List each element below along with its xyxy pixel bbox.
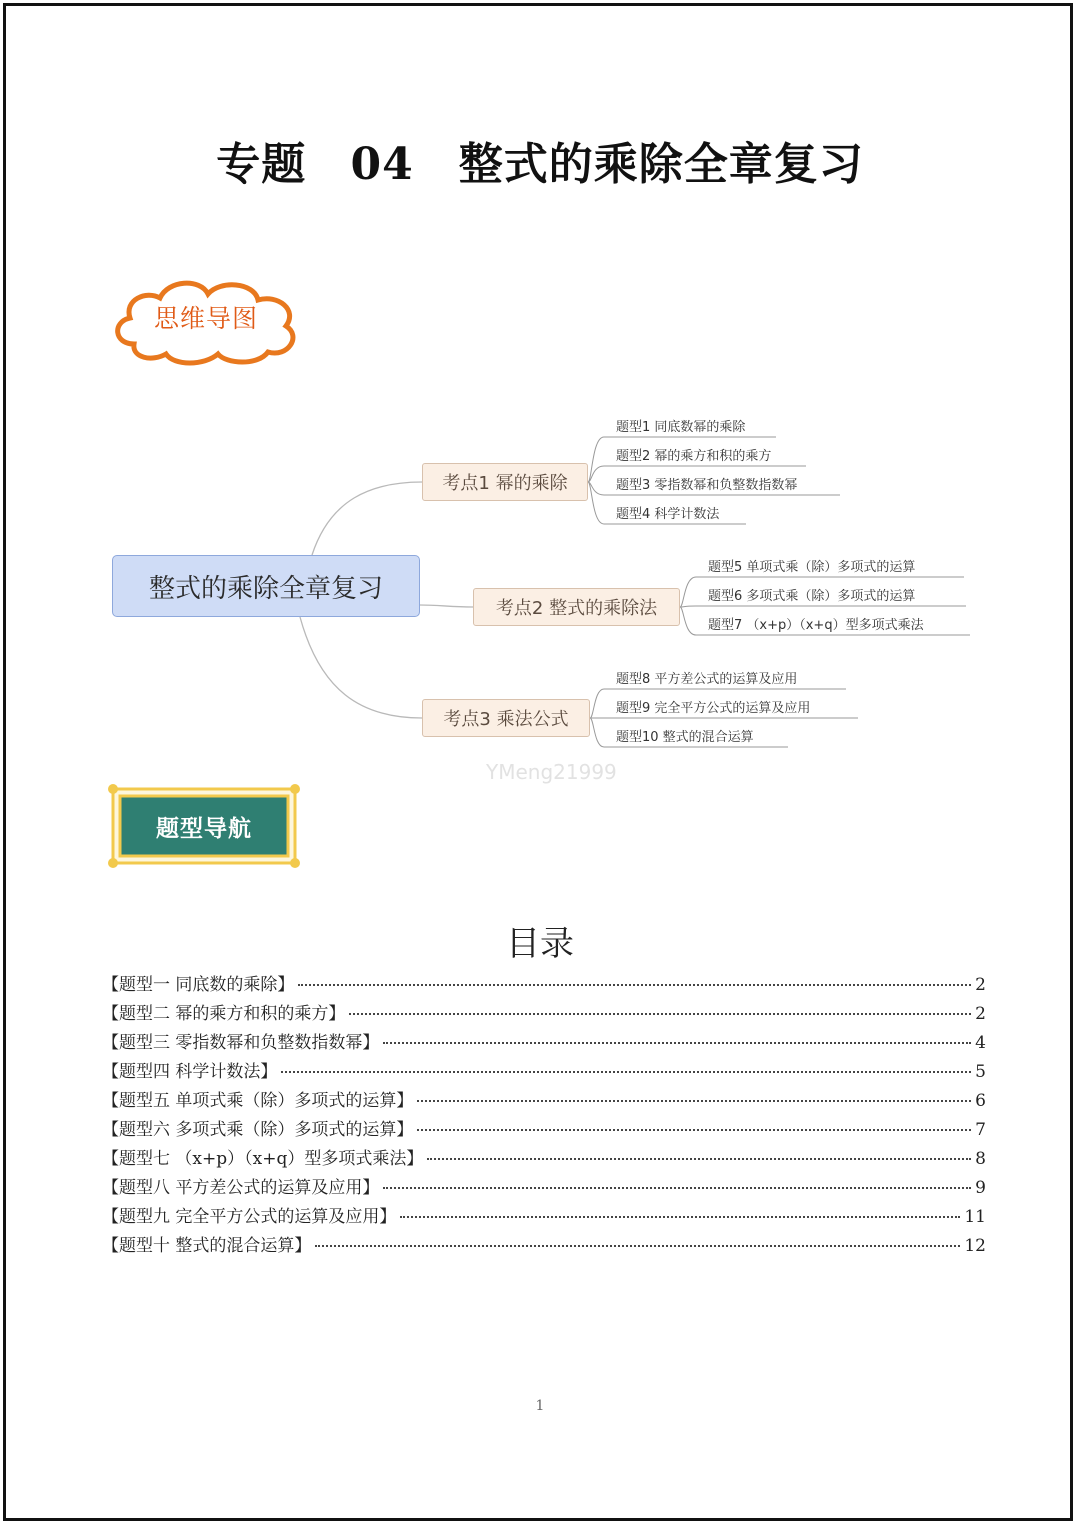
- toc-entry[interactable]: [102, 999, 986, 1028]
- toc-entry-page: 2: [975, 1004, 986, 1024]
- toc-entry-label: 【题型一 同底数的乘除】: [102, 975, 295, 995]
- mindmap-type-leaf: 题型6 多项式乘（除）多项式的运算: [708, 589, 916, 604]
- toc-leader-dots: [400, 1216, 960, 1218]
- toc-leader-dots: [427, 1158, 971, 1160]
- mindmap-type-leaf: 题型7 （x+p）（x+q）型多项式乘法: [708, 618, 924, 633]
- toc-entry-label: 【题型七 （x+p）（x+q）型多项式乘法】: [102, 1149, 424, 1169]
- toc-leader-dots: [281, 1071, 971, 1073]
- toc-entry[interactable]: [102, 1057, 986, 1086]
- toc-entry-page: 6: [975, 1091, 986, 1111]
- mindmap-point-node: 考点1 幂的乘除: [422, 463, 588, 501]
- toc-entry[interactable]: [102, 970, 986, 999]
- toc-leader-dots: [417, 1100, 971, 1102]
- toc-entry[interactable]: [102, 1115, 986, 1144]
- toc-entry-page: 8: [975, 1149, 986, 1169]
- page-number: 1: [535, 1398, 545, 1414]
- toc-entry-page: 2: [975, 975, 986, 995]
- mindmap-type-leaf: 题型4 科学计数法: [616, 507, 720, 522]
- mindmap-root-node: 整式的乘除全章复习: [112, 555, 420, 617]
- toc-entry-label: 【题型三 零指数幂和负整数指数幂】: [102, 1033, 380, 1053]
- question-nav-label: 题型导航: [156, 816, 252, 842]
- toc-entry-label: 【题型六 多项式乘（除）多项式的运算】: [102, 1120, 414, 1140]
- toc-leader-dots: [417, 1129, 971, 1131]
- toc-entry[interactable]: [102, 1173, 986, 1202]
- toc-entry-page: 9: [975, 1178, 986, 1198]
- toc-leader-dots: [383, 1187, 971, 1189]
- mindmap-type-leaf: 题型5 单项式乘（除）多项式的运算: [708, 560, 916, 575]
- toc-entry-label: 【题型十 整式的混合运算】: [102, 1236, 312, 1256]
- mindmap-type-leaf: 题型9 完全平方公式的运算及应用: [616, 701, 811, 716]
- toc-entry-label: 【题型九 完全平方公式的运算及应用】: [102, 1207, 397, 1227]
- toc-entry-label: 【题型八 平方差公式的运算及应用】: [102, 1178, 380, 1198]
- toc-entry-page: 12: [964, 1236, 986, 1256]
- toc-leader-dots: [349, 1013, 971, 1015]
- toc-title: 目录: [506, 924, 574, 964]
- mindmap-type-leaf: 题型1 同底数幂的乘除: [616, 420, 746, 435]
- toc-entry-page: 7: [975, 1120, 986, 1140]
- toc-entry[interactable]: [102, 1086, 986, 1115]
- table-of-contents: [102, 970, 986, 1260]
- toc-entry-page: 5: [975, 1062, 986, 1082]
- toc-entry-page: 11: [964, 1207, 986, 1227]
- toc-leader-dots: [315, 1245, 960, 1247]
- mindmap-type-leaf: 题型8 平方差公式的运算及应用: [616, 672, 798, 687]
- mindmap-type-leaf: 题型10 整式的混合运算: [616, 730, 754, 745]
- toc-entry-label: 【题型五 单项式乘（除）多项式的运算】: [102, 1091, 414, 1111]
- toc-entry-page: 4: [975, 1033, 986, 1053]
- mindmap-point-node: 考点2 整式的乘除法: [473, 588, 680, 626]
- toc-leader-dots: [383, 1042, 971, 1044]
- mindmap-point-node: 考点3 乘法公式: [422, 699, 590, 737]
- watermark-text: YMeng21999: [486, 760, 617, 784]
- mindmap-section-label: 思维导图: [153, 304, 258, 333]
- toc-entry[interactable]: [102, 1144, 986, 1173]
- toc-leader-dots: [298, 984, 971, 986]
- document-title: 专题 04 整式的乘除全章复习: [216, 139, 864, 190]
- toc-entry[interactable]: [102, 1202, 986, 1231]
- toc-entry[interactable]: [102, 1028, 986, 1057]
- mindmap-type-leaf: 题型3 零指数幂和负整数指数幂: [616, 478, 798, 493]
- toc-entry-label: 【题型四 科学计数法】: [102, 1062, 278, 1082]
- toc-entry-label: 【题型二 幂的乘方和积的乘方】: [102, 1004, 346, 1024]
- mindmap-type-leaf: 题型2 幂的乘方和积的乘方: [616, 449, 772, 464]
- toc-entry[interactable]: [102, 1231, 986, 1260]
